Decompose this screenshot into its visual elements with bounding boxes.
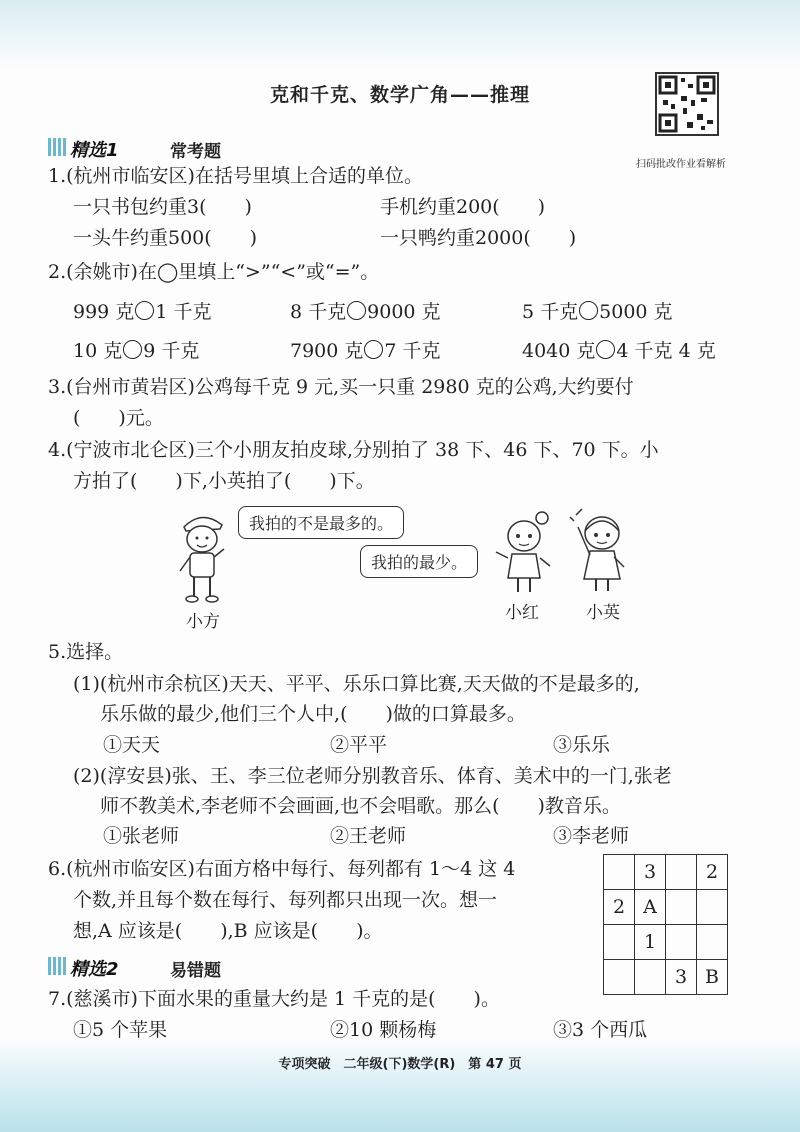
grid-cell bbox=[697, 925, 728, 960]
q5-option[interactable]: ②王老师 bbox=[330, 825, 407, 847]
grid-cell bbox=[604, 925, 635, 960]
q3-line: ( )元。 bbox=[73, 407, 164, 429]
grid-row bbox=[604, 960, 728, 995]
section-banner-2 bbox=[48, 955, 248, 979]
q5-stem: 5.选择。 bbox=[48, 641, 124, 663]
q2-right: 5000 克 bbox=[599, 301, 673, 323]
q3-line: 3.(台州市黄岩区)公鸡每千克 9 元,买一只重 2980 克的公鸡,大约要付 bbox=[48, 376, 634, 398]
grid-cell: 2 bbox=[697, 855, 728, 890]
q5-option[interactable]: ③乐乐 bbox=[553, 734, 611, 756]
compare-circle-icon[interactable] bbox=[579, 301, 598, 320]
compare-circle-icon[interactable] bbox=[596, 340, 615, 359]
q5-option[interactable]: ①张老师 bbox=[103, 825, 180, 847]
q1-item: 手机约重200( ) bbox=[380, 196, 546, 218]
q5-option[interactable]: ③李老师 bbox=[553, 825, 630, 847]
q2-item bbox=[522, 337, 716, 365]
banner-stripes-icon bbox=[48, 138, 68, 156]
banner-sub: 常考题 bbox=[170, 142, 221, 162]
name-label: 小英 bbox=[586, 603, 620, 623]
compare-circle-icon[interactable] bbox=[347, 301, 366, 320]
q4-line: 4.(宁波市北仑区)三个小朋友拍皮球,分别拍了 38 下、46 下、70 下。小 bbox=[48, 439, 659, 461]
q2-stem: 2.(余姚市)在◯里填上“>”“<”或“=”。 bbox=[48, 261, 380, 283]
q2-right: 9000 克 bbox=[367, 301, 441, 323]
grid-row bbox=[604, 890, 728, 925]
q2-item bbox=[73, 298, 211, 326]
q4-line: 方拍了( )下,小英拍了( )下。 bbox=[73, 470, 375, 492]
grid-cell bbox=[604, 855, 635, 890]
q7-stem: 7.(慈溪市)下面水果的重量大约是 1 千克的是( )。 bbox=[48, 988, 500, 1010]
q7-option[interactable]: ②10 颗杨梅 bbox=[330, 1019, 437, 1041]
banner-stripes-icon bbox=[48, 957, 68, 975]
q5-p1-line: 乐乐做的最少,他们三个人中,( )做的口算最多。 bbox=[100, 703, 526, 725]
q2-right: 7 千克 bbox=[384, 340, 441, 362]
q2-item bbox=[73, 337, 199, 365]
q5-option[interactable]: ②平平 bbox=[330, 734, 388, 756]
grid-cell: 2 bbox=[604, 890, 635, 925]
grid-cell bbox=[697, 890, 728, 925]
banner-main: 精选1 bbox=[70, 140, 119, 161]
header-background bbox=[0, 0, 800, 70]
girl-xiaohong-illustration bbox=[492, 508, 556, 598]
q6-line: 想,A 应该是( ),B 应该是( )。 bbox=[73, 920, 383, 942]
number-grid bbox=[603, 854, 728, 995]
compare-circle-icon[interactable] bbox=[364, 340, 383, 359]
section-banner-1 bbox=[48, 136, 248, 160]
grid-row bbox=[604, 855, 728, 890]
q5-p2-line: 师不教美术,李老师不会画画,也不会唱歌。那么( )教音乐。 bbox=[100, 795, 621, 817]
q5-p1-line: (1)(杭州市余杭区)天天、平平、乐乐口算比赛,天天做的不是最多的, bbox=[73, 673, 640, 695]
boy-illustration bbox=[172, 505, 232, 605]
q2-left: 8 千克 bbox=[290, 301, 347, 323]
q2-right: 1 千克 bbox=[155, 301, 212, 323]
q2-item bbox=[290, 298, 441, 326]
grid-cell bbox=[666, 925, 697, 960]
grid-cell bbox=[604, 960, 635, 995]
grid-cell: B bbox=[697, 960, 728, 995]
q2-left: 7900 克 bbox=[290, 340, 364, 362]
grid-cell bbox=[666, 890, 697, 925]
speech-bubble-xiaohong: 我拍的最少。 bbox=[360, 545, 478, 578]
q2-left: 999 克 bbox=[73, 301, 135, 323]
q2-item bbox=[522, 298, 673, 326]
compare-circle-icon[interactable] bbox=[123, 340, 142, 359]
q2-left: 5 千克 bbox=[522, 301, 579, 323]
name-label: 小红 bbox=[505, 603, 539, 623]
banner-main: 精选2 bbox=[70, 959, 119, 980]
q5-option[interactable]: ①天天 bbox=[103, 734, 161, 756]
q2-left: 10 克 bbox=[73, 340, 123, 362]
q2-left: 4040 克 bbox=[522, 340, 596, 362]
q2-item bbox=[290, 337, 441, 365]
footer-background bbox=[0, 1037, 800, 1132]
speech-bubble-xiaofang: 我拍的不是最多的。 bbox=[238, 506, 404, 539]
q7-option[interactable]: ③3 个西瓜 bbox=[553, 1019, 648, 1041]
grid-cell: A bbox=[635, 890, 666, 925]
girl-xiaoying-illustration bbox=[568, 505, 632, 597]
q2-right: 9 千克 bbox=[143, 340, 200, 362]
q1-stem: 1.(杭州市临安区)在括号里填上合适的单位。 bbox=[48, 165, 423, 187]
grid-cell: 1 bbox=[635, 925, 666, 960]
qr-code-icon[interactable] bbox=[655, 72, 719, 136]
q1-item: 一只鸭约重2000( ) bbox=[380, 227, 577, 249]
q1-item: 一只书包约重3( ) bbox=[73, 196, 252, 218]
q2-right: 4 千克 4 克 bbox=[616, 340, 716, 362]
banner-sub: 易错题 bbox=[170, 961, 221, 981]
qr-caption: 扫码批改作业看解析 bbox=[636, 159, 726, 170]
grid-cell: 3 bbox=[666, 960, 697, 995]
q1-item: 一头牛约重500( ) bbox=[73, 227, 258, 249]
q6-line: 6.(杭州市临安区)右面方格中每行、每列都有 1～4 这 4 bbox=[48, 858, 516, 880]
grid-cell bbox=[666, 855, 697, 890]
page-footer: 专项突破 二年级(下)数学(R) 第 47 页 bbox=[278, 1057, 522, 1072]
name-label: 小方 bbox=[186, 612, 220, 632]
page-title: 克和千克、数学广角——推理 bbox=[269, 84, 530, 106]
q6-line: 个数,并且每个数在每行、每列都只出现一次。想一 bbox=[73, 889, 498, 911]
q7-option[interactable]: ①5 个苹果 bbox=[73, 1019, 168, 1041]
grid-cell bbox=[635, 960, 666, 995]
grid-cell: 3 bbox=[635, 855, 666, 890]
grid-row bbox=[604, 925, 728, 960]
q5-p2-line: (2)(淳安县)张、王、李三位老师分别教音乐、体育、美术中的一门,张老 bbox=[73, 765, 672, 787]
compare-circle-icon[interactable] bbox=[135, 301, 154, 320]
